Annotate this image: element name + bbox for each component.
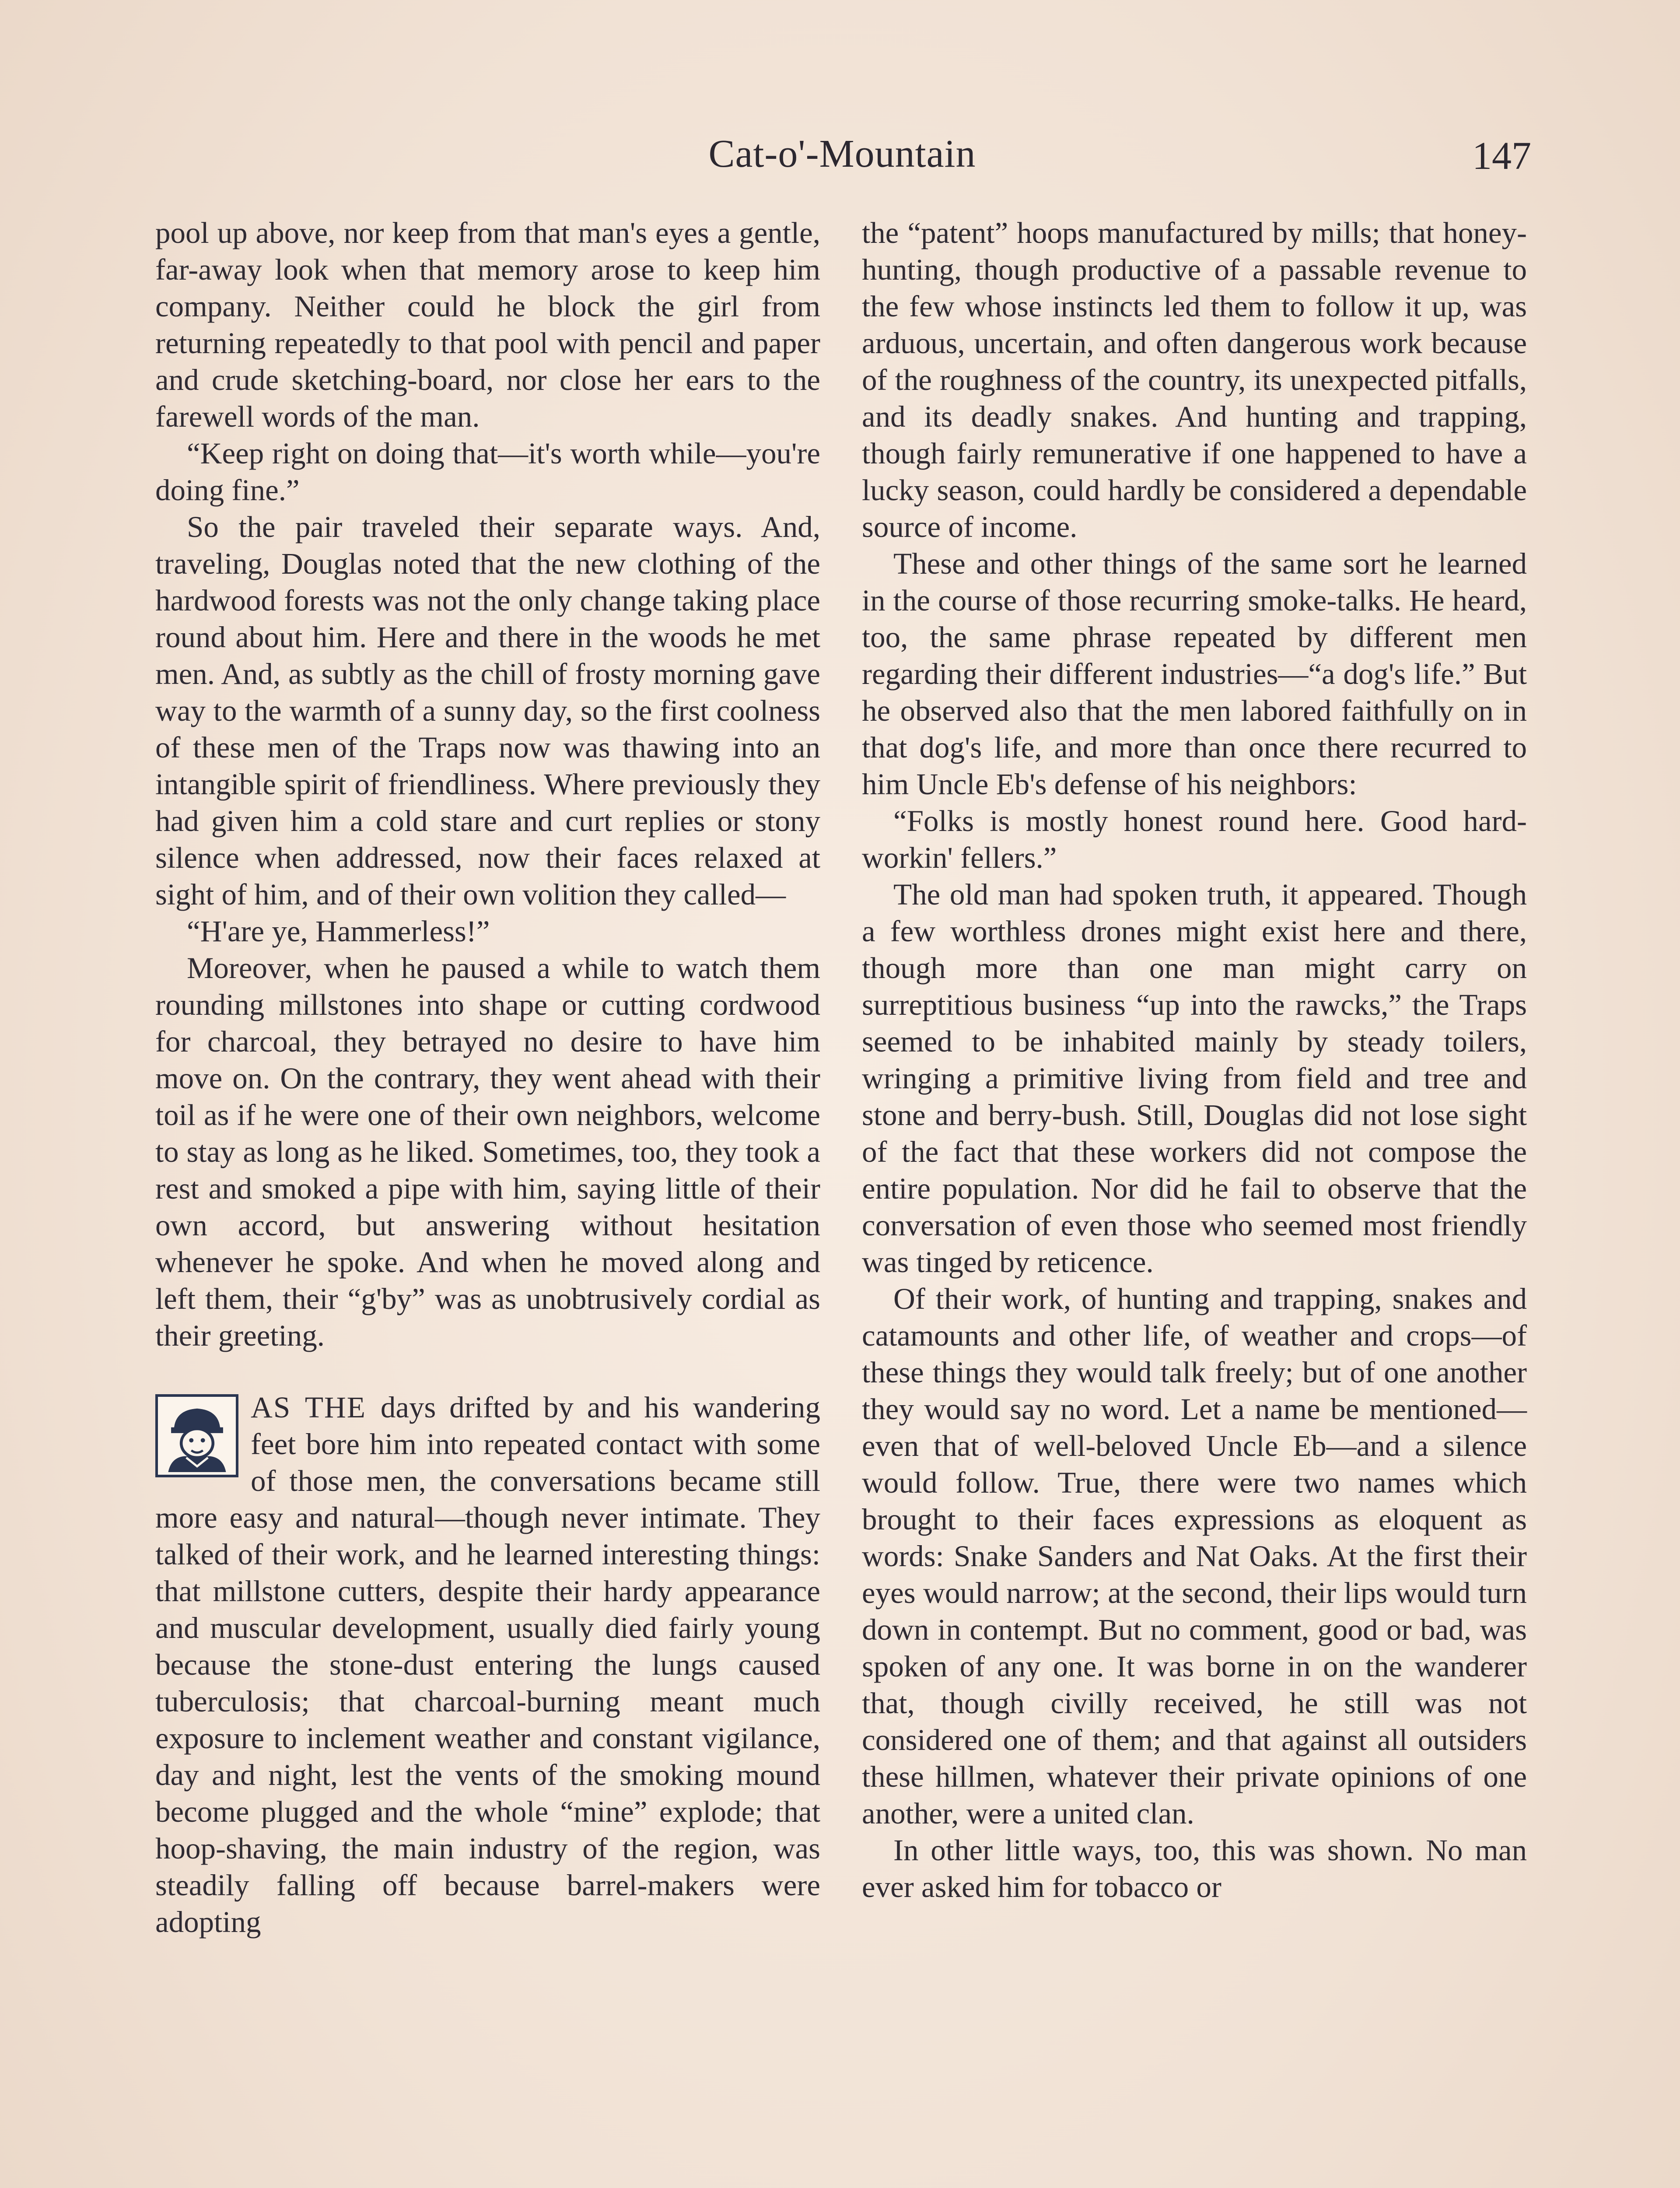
paragraph: The old man had spoken truth, it appeared. Though a few worthless drones might exist here and there, though more than one man might carry on surreptitious business “up into the rawcks,” the Traps seemed to be inhabited mainly by steady toilers, wringing a primitive living from field and tree and stone and berry-bush. Still, Douglas did not lose sight of the fact that these workers did not compose the entire population. Nor did he fail to observe that the conversation of even those who seemed most friendly was tinged by reticence. [862, 878, 1527, 1279]
paragraph: These and other things of the same sort he learned in the course of those recurring smoke-talks. He heard, too, the same phrase repeated by different men regarding their different industries—“a dog's life.” But he observed also that the men labored faithfully on in that dog's life, and more than once there recurred to him Uncle Eb's defense of his neighbors: [862, 547, 1527, 801]
paragraph: Of their work, of hunting and trapping, snakes and catamounts and other life, of weather and crops—of these things they would talk freely; but of one another they would say no word. Let a name be mentioned—even that of well-beloved Uncle Eb—and a silence would follow. True, there were two names which brought to their faces expressions as eloquent as words: Snake Sanders and Nat Oaks. At the first their eyes would narrow; at the second, their lips would turn down in contempt. But no comment, good or bad, was spoken of any one. It was borne in on the wanderer that, though civilly received, he still was not considered one of them; and that against all outsiders these hillmen, whatever their private opinions of one another, were a united clan. [862, 1282, 1527, 1830]
section-lead-caps: AS THE [251, 1391, 381, 1424]
paragraph: So the pair traveled their separate ways. And, traveling, Douglas noted that the new clothing of the hardwood forests was not the only change taking place round about him. Here and there in the woods he met men. And, as subtly as the chill of frosty morning gave way to the warmth of a sunny day, so the first coolness of these men of the Traps now was thawing into an intangible spirit of friendliness. Where previously they had given him a cold stare and curt replies or stony silence when addressed, now their faces relaxed at sight of him, and of their own volition they called— [155, 510, 820, 911]
woodcut-portrait-icon [155, 1394, 238, 1477]
right-column [862, 214, 1527, 1905]
section-paragraph [155, 1389, 820, 1940]
running-title: Cat-o'-Mountain [708, 132, 976, 175]
paragraph-text: days drifted by and his wandering feet bore him into repeated contact with some of those men, the conversations became still more easy and natural—though never intimate. They talked of their work, and he learned interesting things: that millstone cutters, despite their hardy appearance and muscular development, usually died fairly young because the stone-dust entering the lungs caused tuberculosis; that charcoal-burning meant much exposure to inclement weather and constant vigilance, day and night, lest the vents of the smoking mound become plugged and the whole “mine” explode; that hoop-shaving, the main industry of the region, was steadily falling off because barrel-makers were adopting [155, 1391, 820, 1939]
paragraph: “Folks is mostly honest round here. Good hard-workin' fellers.” [862, 804, 1527, 874]
paragraph: the “patent” hoops manufactured by mills; that honey-hunting, though productive of a passable revenue to the few whose instincts led them to follow it up, was arduous, uncertain, and often dangerous work because of the roughness of the country, its unexpected pitfalls, and its deadly snakes. And hunting and trapping, though fairly remunerative if one happened to have a lucky season, could hardly be considered a dependable source of income. [862, 216, 1527, 543]
paragraph: In other little ways, too, this was shown. No man ever asked him for tobacco or [862, 1834, 1527, 1904]
paragraph: “H'are ye, Hammerless!” [187, 915, 490, 948]
paragraph: Moreover, when he paused a while to watch them rounding millstones into shape or cutting cordwood for charcoal, they betrayed no desire to have him move on. On the contrary, they went ahead with their toil as if he were one of their own neighbors, welcome to stay as long as he liked. Sometimes, too, they took a rest and smoked a pipe with him, saying little of their own accord, but answering without hesitation whenever he spoke. And when he moved along and left them, their “g'by” was as unobtrusively cordial as their greeting. [155, 951, 820, 1352]
page-number: 147 [1472, 134, 1531, 178]
left-column [155, 214, 820, 1940]
paragraph: “Keep right on doing that—it's worth while—you're doing fine.” [155, 437, 820, 507]
paragraph: pool up above, nor keep from that man's eyes a gentle, far-away look when that memory arose to keep him company. Neither could he block the girl from returning repeatedly to that pool with pencil and paper and crude sketching-board, nor close her ears to the farewell words of the man. [155, 216, 820, 433]
